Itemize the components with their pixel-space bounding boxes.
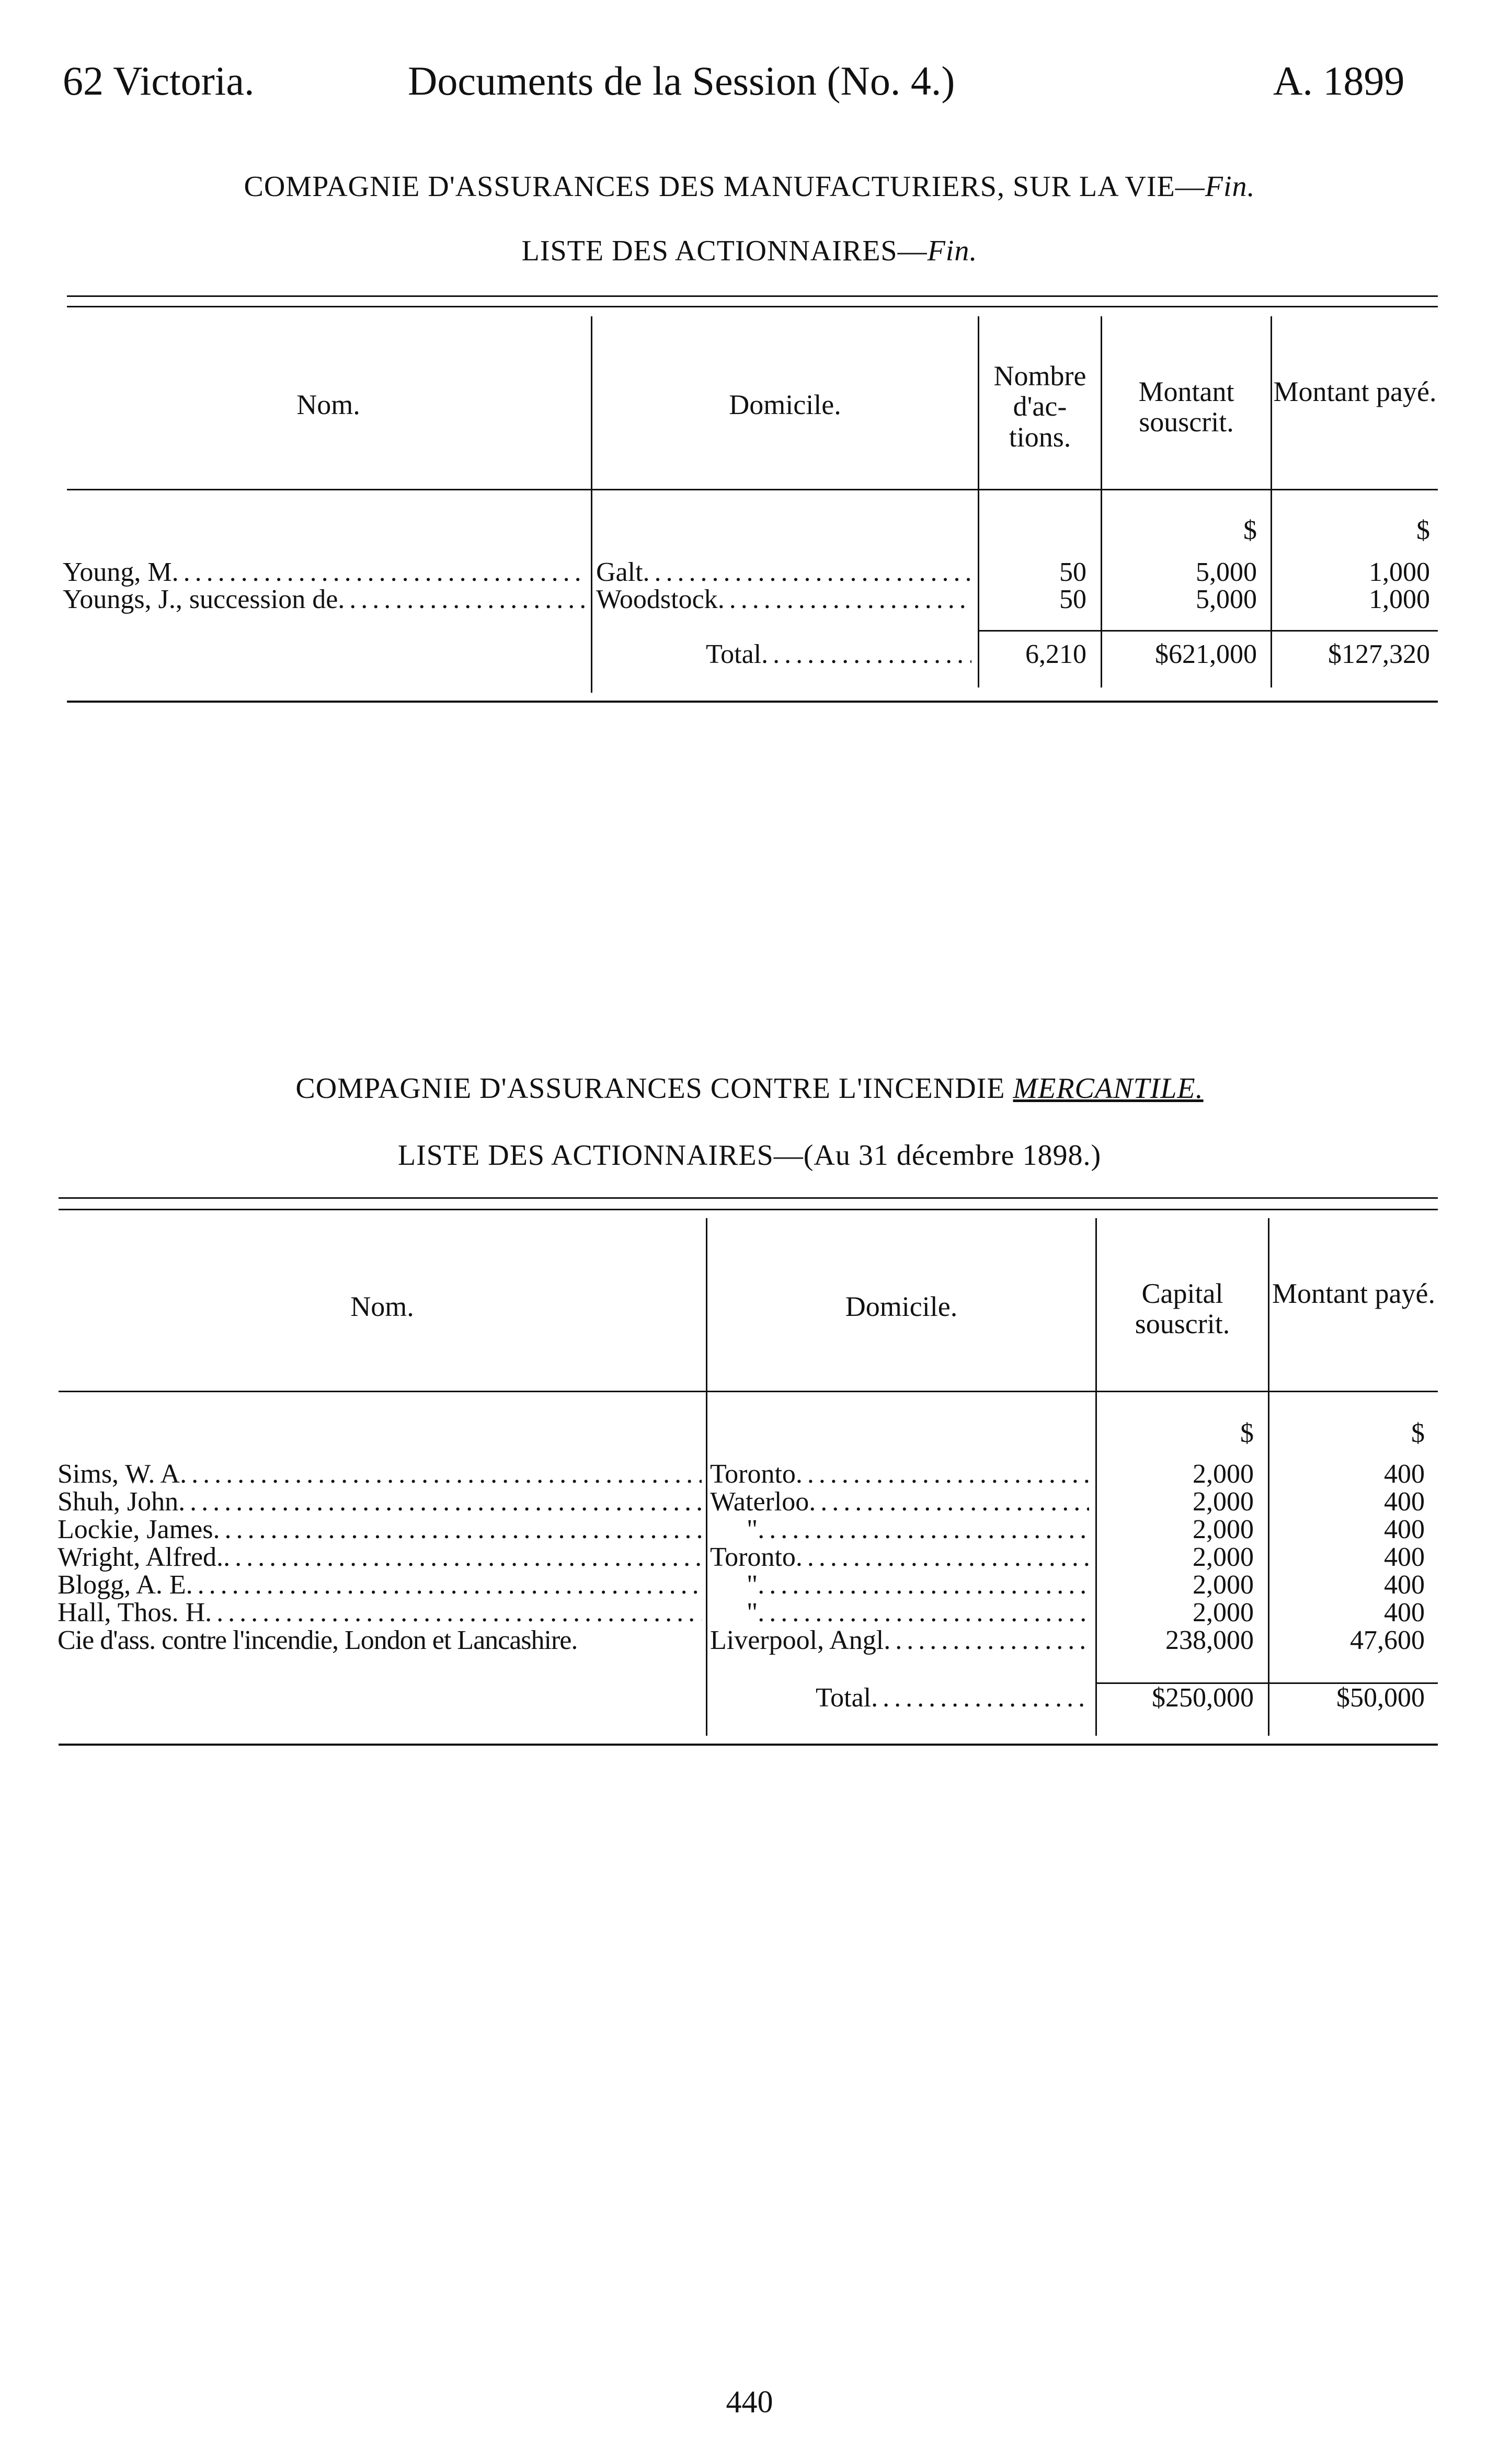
name-cell: Sims, W. A . . . (58, 1459, 702, 1489)
rule (59, 1209, 1438, 1210)
header-center: Documents de la Session (No. 4.) (408, 58, 955, 104)
section2-subtitle: LISTE DES ACTIONNAIRES—(Au 31 décembre 1898.) (397, 1139, 1102, 1172)
total-paid: $50,000 (1336, 1683, 1425, 1713)
subscribed-cell: 2,000 (1193, 1598, 1254, 1628)
rule (67, 295, 1438, 297)
column-header-shares: Nombre d'ac- tions. (993, 360, 1086, 453)
name-cell: Cie d'ass. contre l'incendie, London et Lancashire. (58, 1625, 578, 1655)
name-cell: Youngs, J., succession de . . . (63, 584, 586, 615)
currency-symbol: $ (1243, 515, 1257, 545)
rule (59, 1744, 1438, 1746)
currency-symbol: $ (1240, 1418, 1254, 1448)
subscribed-cell: 2,000 (1193, 1487, 1254, 1517)
column-header-subscribed: Montant souscrit. (1138, 376, 1234, 438)
subscribed-cell: 5,000 (1196, 557, 1257, 587)
rule (59, 1197, 1438, 1199)
name-cell: Blogg, A. E . . . (58, 1569, 702, 1600)
domicile-cell: Galt . . . (596, 557, 971, 588)
paid-cell: 1,000 (1369, 585, 1430, 614)
name-cell: Shuh, John . . . (58, 1486, 702, 1517)
column-header-paid: Montant payé. (1272, 1278, 1435, 1309)
header-left: 62 Victoria. (63, 58, 255, 104)
total-label: Total . . . (706, 639, 971, 670)
subscribed-cell: 2,000 (1193, 1570, 1254, 1600)
column-header-domicile: Domicile. (729, 389, 841, 420)
domicile-cell: Liverpool, Angl . . . (710, 1625, 1089, 1656)
currency-symbol: $ (1411, 1418, 1425, 1448)
rule (67, 489, 1438, 490)
name-cell: Young, M . . . (63, 557, 586, 588)
name-cell: Hall, Thos. H . . . (58, 1597, 702, 1628)
rule (67, 306, 1438, 307)
column-header-capital: Capital souscrit. (1135, 1278, 1230, 1340)
currency-symbol: $ (1416, 515, 1430, 545)
paid-cell: 400 (1384, 1459, 1425, 1489)
total-paid: $127,320 (1328, 639, 1430, 669)
paid-cell: 400 (1384, 1542, 1425, 1572)
domicile-cell: Toronto . . . (710, 1542, 1089, 1573)
paid-cell: 1,000 (1369, 557, 1430, 587)
shares-cell: 50 (1059, 557, 1086, 587)
domicile-cell: " . . . (710, 1569, 1089, 1600)
total-subscribed: $621,000 (1155, 639, 1257, 669)
subscribed-cell: 5,000 (1196, 585, 1257, 614)
section1-title: COMPAGNIE D'ASSURANCES DES MANUFACTURIERS, SUR LA VIE—Fin. (244, 170, 1255, 203)
total-label: Total . . . (816, 1682, 1089, 1713)
subscribed-cell: 2,000 (1193, 1459, 1254, 1489)
subscribed-cell: 2,000 (1193, 1542, 1254, 1572)
paid-cell: 400 (1384, 1515, 1425, 1544)
rule (59, 1391, 1438, 1392)
paid-cell: 47,600 (1350, 1625, 1425, 1655)
rule (978, 630, 1438, 632)
column-header-domicile: Domicile. (845, 1291, 958, 1322)
paid-cell: 400 (1384, 1487, 1425, 1517)
column-divider (591, 316, 592, 693)
column-header-paid: Montant payé. (1273, 376, 1437, 407)
domicile-cell: Waterloo . . . (710, 1486, 1089, 1517)
page-number: 440 (726, 2385, 773, 2419)
rule (67, 701, 1438, 703)
column-divider (1101, 316, 1102, 687)
total-subscribed: $250,000 (1152, 1683, 1254, 1713)
domicile-cell: Woodstock . . . (596, 584, 971, 615)
domicile-cell: " . . . (710, 1514, 1089, 1545)
name-cell: Lockie, James . . . (58, 1514, 702, 1545)
domicile-cell: " . . . (710, 1597, 1089, 1628)
section2-title: COMPAGNIE D'ASSURANCES CONTRE L'INCENDIE MERCANTILE. (295, 1072, 1204, 1105)
domicile-cell: Toronto . . . (710, 1459, 1089, 1489)
paid-cell: 400 (1384, 1598, 1425, 1628)
paid-cell: 400 (1384, 1570, 1425, 1600)
column-divider (1271, 316, 1272, 687)
column-header-name: Nom. (350, 1291, 414, 1322)
section1-subtitle: LISTE DES ACTIONNAIRES—Fin. (521, 235, 978, 267)
shares-cell: 50 (1059, 585, 1086, 614)
header-right: A. 1899 (1273, 58, 1405, 104)
subscribed-cell: 2,000 (1193, 1515, 1254, 1544)
total-shares: 6,210 (1025, 639, 1086, 669)
column-header-name: Nom. (296, 389, 360, 420)
name-cell: Wright, Alfred. . . . (58, 1542, 702, 1573)
subscribed-cell: 238,000 (1165, 1625, 1254, 1655)
